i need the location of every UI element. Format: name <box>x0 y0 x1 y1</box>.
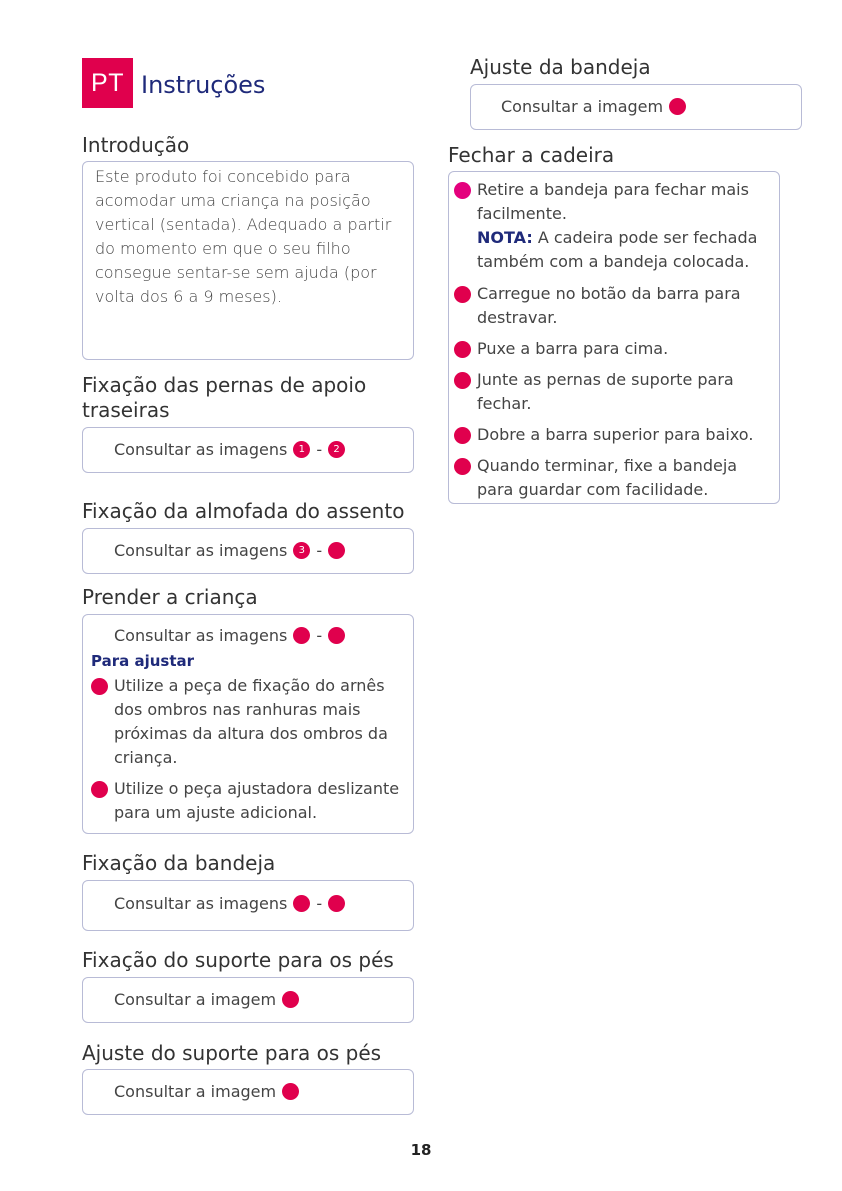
bullet-dot-icon <box>91 781 108 798</box>
footrest-ref <box>114 990 299 1009</box>
bullet-dot-icon <box>454 458 471 475</box>
list-item-text: Dobre a barra superior para baixo. <box>477 425 754 444</box>
footrest-box <box>82 977 414 1023</box>
adjust-subheading: Para ajustar <box>91 652 195 670</box>
intro-text: Este produto foi concebido para acomodar uma criança na posição vertical (sentada). Adequado a partir do momento em que o seu filho consegue sentar-se sem ajuda (por volta dos 6 a 9 meses). <box>95 167 392 306</box>
tray-box <box>82 880 414 931</box>
figure-dot-icon <box>282 991 299 1008</box>
note-label: NOTA: <box>477 228 533 247</box>
intro-heading: Introdução <box>82 133 190 157</box>
list-item-text: Quando terminar, fixe a bandeja para guardar com facilidade. <box>477 456 738 499</box>
bullet-dot-icon <box>454 182 471 199</box>
bullet-dot-icon <box>454 372 471 389</box>
range-dash: - <box>316 894 323 913</box>
secure-child-ref-text: Consultar as imagens <box>114 626 288 645</box>
intro-box <box>82 161 414 360</box>
rear-legs-ref <box>114 440 345 459</box>
rear-legs-heading-line2: traseiras <box>82 398 170 422</box>
list-item-text: Utilize a peça de fixação do arnês dos ombros nas ranhuras mais próximas da altura dos ombros da criança. <box>114 676 388 767</box>
list-item <box>454 282 764 330</box>
footrest-adjust-ref <box>114 1082 299 1101</box>
rear-legs-heading-line1: Fixação das pernas de apoio <box>82 373 367 397</box>
footrest-heading: Fixação do suporte para os pés <box>82 948 394 972</box>
bullet-dot-icon <box>454 341 471 358</box>
figure-number-badge: 1 <box>293 441 310 458</box>
figure-dot-icon <box>282 1083 299 1100</box>
list-item <box>454 454 764 502</box>
figure-dot-icon <box>293 627 310 644</box>
bullet-dot-icon <box>91 678 108 695</box>
seat-cushion-heading: Fixação da almofada do assento <box>82 499 405 523</box>
document-title: Instruções <box>141 71 266 99</box>
range-dash: - <box>316 440 323 459</box>
fold-step-1-text: Retire a bandeja para fechar mais facilmente. <box>477 180 749 223</box>
secure-child-ref <box>114 626 345 645</box>
tray-adjust-box <box>470 84 802 130</box>
fold-heading: Fechar a cadeira <box>448 143 615 167</box>
tray-adjust-heading: Ajuste da bandeja <box>470 55 651 79</box>
footrest-adjust-ref-text: Consultar a imagem <box>114 1082 277 1101</box>
secure-child-box <box>82 614 414 834</box>
list-item-text: Carregue no botão da barra para destravar. <box>477 284 741 327</box>
bullet-dot-icon <box>454 427 471 444</box>
seat-cushion-box <box>82 528 414 574</box>
rear-legs-box <box>82 427 414 473</box>
fold-box <box>448 171 780 504</box>
seat-cushion-ref-text: Consultar as imagens <box>114 541 288 560</box>
bullet-dot-icon <box>454 286 471 303</box>
list-item <box>454 178 764 274</box>
rear-legs-ref-text: Consultar as imagens <box>114 440 288 459</box>
footrest-adjust-heading: Ajuste do suporte para os pés <box>82 1041 382 1065</box>
list-item-text: Puxe a barra para cima. <box>477 339 669 358</box>
tray-adjust-ref-text: Consultar a imagem <box>501 97 664 116</box>
figure-dot-icon <box>328 542 345 559</box>
list-item <box>454 423 774 447</box>
language-badge: PT <box>82 58 133 108</box>
range-dash: - <box>316 541 323 560</box>
page-number: 18 <box>410 1141 432 1159</box>
tray-adjust-ref <box>501 97 686 116</box>
list-item-text <box>477 178 764 274</box>
list-item <box>454 368 764 416</box>
tray-heading: Fixação da bandeja <box>82 851 276 875</box>
figure-dot-icon <box>328 627 345 644</box>
figure-dot-icon <box>669 98 686 115</box>
list-item <box>454 337 764 361</box>
figure-dot-icon <box>328 895 345 912</box>
list-item-text: Utilize o peça ajustadora deslizante para um ajuste adicional. <box>114 779 400 822</box>
note-text: A cadeira pode ser fechada também com a bandeja colocada. <box>477 228 758 271</box>
tray-ref-text: Consultar as imagens <box>114 894 288 913</box>
list-item <box>91 674 401 770</box>
list-item-text: Junte as pernas de suporte para fechar. <box>477 370 734 413</box>
range-dash: - <box>316 626 323 645</box>
figure-dot-icon <box>293 895 310 912</box>
secure-child-heading: Prender a criança <box>82 585 258 609</box>
footrest-ref-text: Consultar a imagem <box>114 990 277 1009</box>
figure-number-badge: 2 <box>328 441 345 458</box>
list-item <box>91 777 401 825</box>
seat-cushion-ref <box>114 541 345 560</box>
figure-number-badge: 3 <box>293 542 310 559</box>
tray-ref <box>114 894 345 913</box>
footrest-adjust-box <box>82 1069 414 1115</box>
